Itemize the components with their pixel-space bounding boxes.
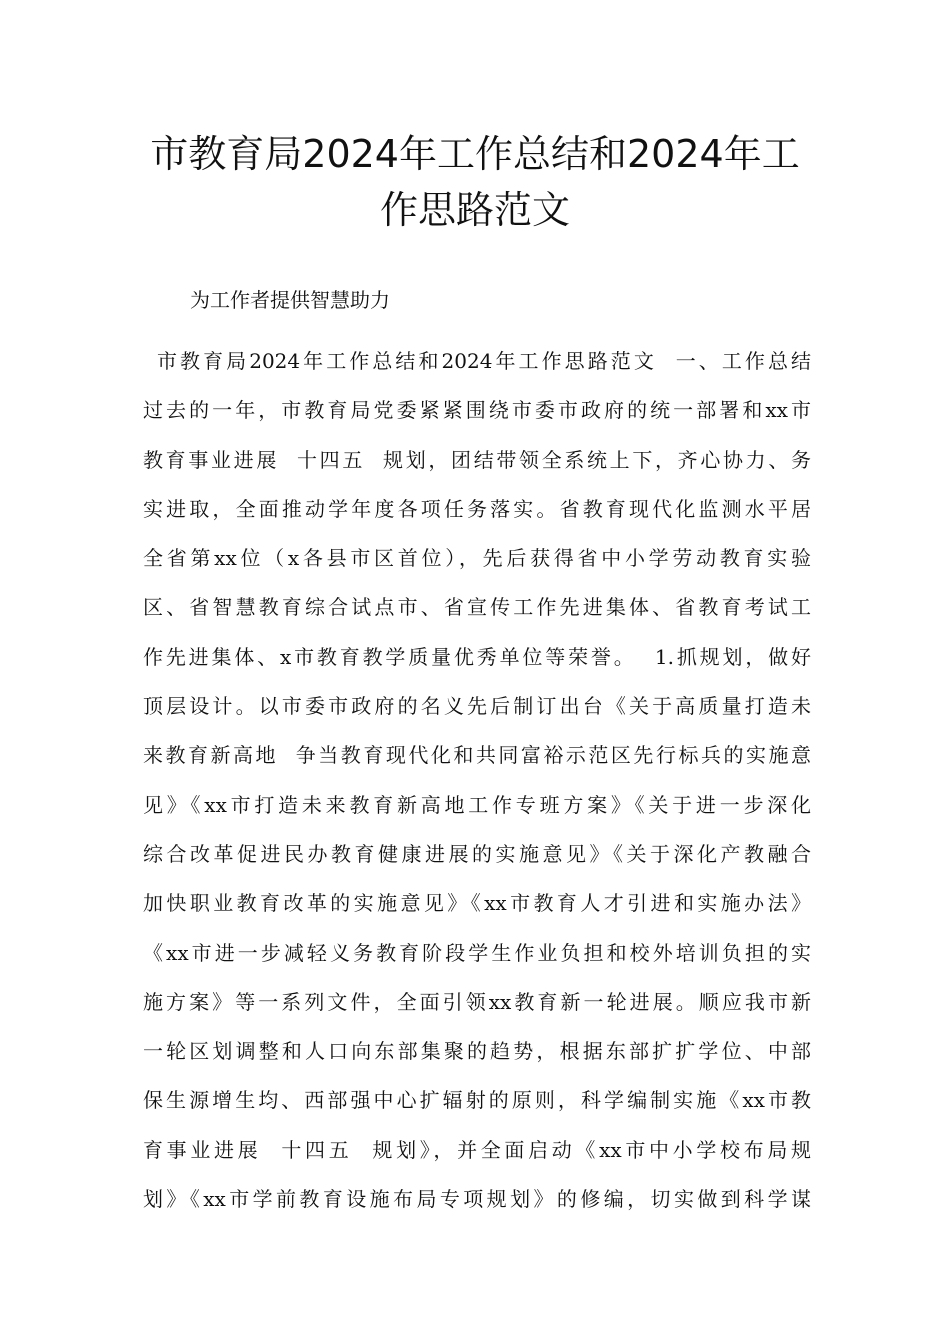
body-line: 市教育局2024年工作总结和2024年工作思路范文 一、工作总结: [157, 349, 811, 373]
body-line: 育事业进展 十四五 规划》，并全面启动《xx市中小学校布局规: [143, 1137, 811, 1162]
body-line: 见》《xx市打造未来教育新高地工作专班方案》《关于进一步深化: [143, 792, 811, 817]
body-line: 划》《xx市学前教育设施布局专项规划》的修编，切实做到科学谋: [143, 1187, 811, 1212]
body-line: 过去的一年，市教育局党委紧紧围绕市委市政府的统一部署和xx市: [143, 398, 811, 423]
body-line: 实进取，全面推动学年度各项任务落实。省教育现代化监测水平居: [143, 496, 811, 521]
title-line: 市教育局2024年工作总结和2024年工: [150, 132, 800, 176]
body-line: 保生源增生均、西部强中心扩辐射的原则，科学编制实施《xx市教: [143, 1088, 811, 1113]
body-line: 作先进集体、x市教育教学质量优秀单位等荣誉。 1.抓规划，做好: [143, 644, 811, 669]
body-line: 施方案》等一系列文件，全面引领xx教育新一轮进展。顺应我市新: [143, 989, 811, 1014]
document-body: [143, 337, 811, 1224]
body-line: 综合改革促进民办教育健康进展的实施意见》《关于深化产教融合: [143, 841, 811, 866]
body-line: 顶层设计。以市委市政府的名义先后制订出台《关于高质量打造未: [143, 694, 811, 719]
body-line: 区、省智慧教育综合试点市、省宣传工作先进集体、省教育考试工: [143, 595, 811, 620]
body-line: 教育事业进展 十四五 规划，团结带领全系统上下，齐心协力、务: [143, 447, 811, 472]
body-line: 一轮区划调整和人口向东部集聚的趋势，根据东部扩扩学位、中部: [143, 1039, 811, 1064]
body-line: 来教育新高地 争当教育现代化和共同富裕示范区先行标兵的实施意: [143, 743, 811, 768]
document-title: [0, 126, 950, 238]
body-line: 《xx市进一步减轻义务教育阶段学生作业负担和校外培训负担的实: [143, 940, 811, 965]
body-line: 全省第xx位（x各县市区首位），先后获得省中小学劳动教育实验: [143, 546, 811, 571]
body-line: 加快职业教育改革的实施意见》《xx市教育人才引进和实施办法》: [143, 891, 811, 916]
document-subtitle: 为工作者提供智慧助力: [190, 288, 390, 312]
title-line: 作思路范文: [379, 188, 570, 232]
